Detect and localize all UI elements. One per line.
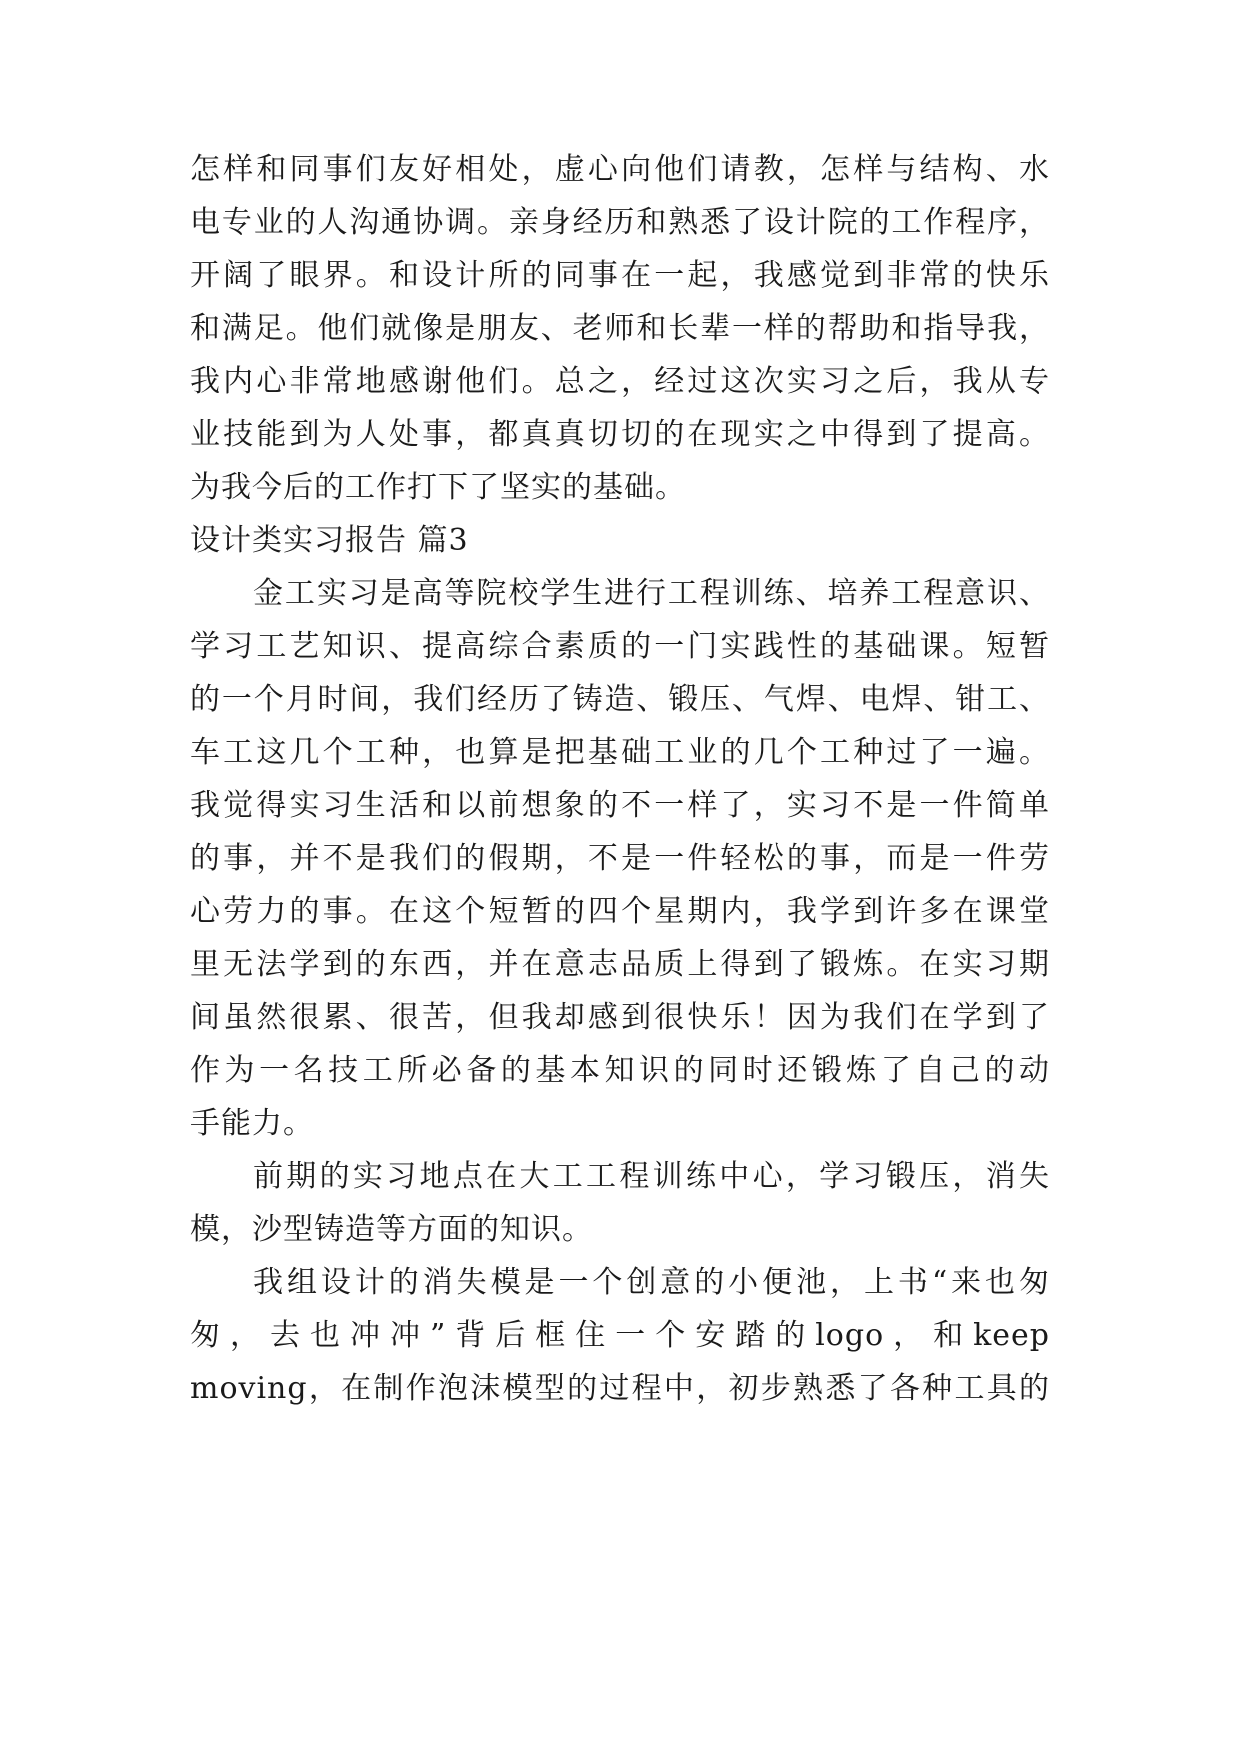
text-line: moving，在制作泡沫模型的过程中，初步熟悉了各种工具的 xyxy=(190,1371,1050,1406)
text-line: 电专业的人沟通协调。亲身经历和熟悉了设计院的工作程序， xyxy=(190,205,1050,240)
text-line: 我觉得实习生活和以前想象的不一样了，实习不是一件简单 xyxy=(190,788,1050,823)
text-line: 模，沙型铸造等方面的知识。 xyxy=(190,1212,593,1247)
text-line: 开阔了眼界。和设计所的同事在一起，我感觉到非常的快乐 xyxy=(190,258,1050,293)
text-line: 匆，去也冲冲”背后框住一个安踏的logo，和keep xyxy=(190,1318,1050,1353)
text-line: 的一个月时间，我们经历了铸造、锻压、气焊、电焊、钳工、 xyxy=(190,682,1050,717)
text-line: 里无法学到的东西，并在意志品质上得到了锻炼。在实习期 xyxy=(190,947,1050,982)
section-heading: 设计类实习报告 篇3 xyxy=(190,523,469,558)
text-line: 我内心非常地感谢他们。总之，经过这次实习之后，我从专 xyxy=(190,364,1050,399)
text-line: 手能力。 xyxy=(190,1106,314,1141)
text-line: 作为一名技工所必备的基本知识的同时还锻炼了自己的动 xyxy=(190,1053,1050,1088)
text-line: 怎样和同事们友好相处，虚心向他们请教，怎样与结构、水 xyxy=(190,152,1050,187)
text-line: 我组设计的消失模是一个创意的小便池，上书“来也匆 xyxy=(253,1265,1050,1300)
text-line: 金工实习是高等院校学生进行工程训练、培养工程意识、 xyxy=(253,576,1050,611)
text-line: 业技能到为人处事，都真真切切的在现实之中得到了提高。 xyxy=(190,417,1050,452)
text-line: 前期的实习地点在大工工程训练中心，学习锻压，消失 xyxy=(253,1159,1050,1194)
text-line: 的事，并不是我们的假期，不是一件轻松的事，而是一件劳 xyxy=(190,841,1050,876)
text-line: 学习工艺知识、提高综合素质的一门实践性的基础课。短暂 xyxy=(190,629,1050,664)
text-line: 心劳力的事。在这个短暂的四个星期内，我学到许多在课堂 xyxy=(190,894,1050,929)
text-line: 间虽然很累、很苦，但我却感到很快乐！因为我们在学到了 xyxy=(190,1000,1050,1035)
text-line: 车工这几个工种，也算是把基础工业的几个工种过了一遍。 xyxy=(190,735,1050,770)
text-line: 为我今后的工作打下了坚实的基础。 xyxy=(190,470,686,505)
text-line: 和满足。他们就像是朋友、老师和长辈一样的帮助和指导我， xyxy=(190,311,1050,346)
